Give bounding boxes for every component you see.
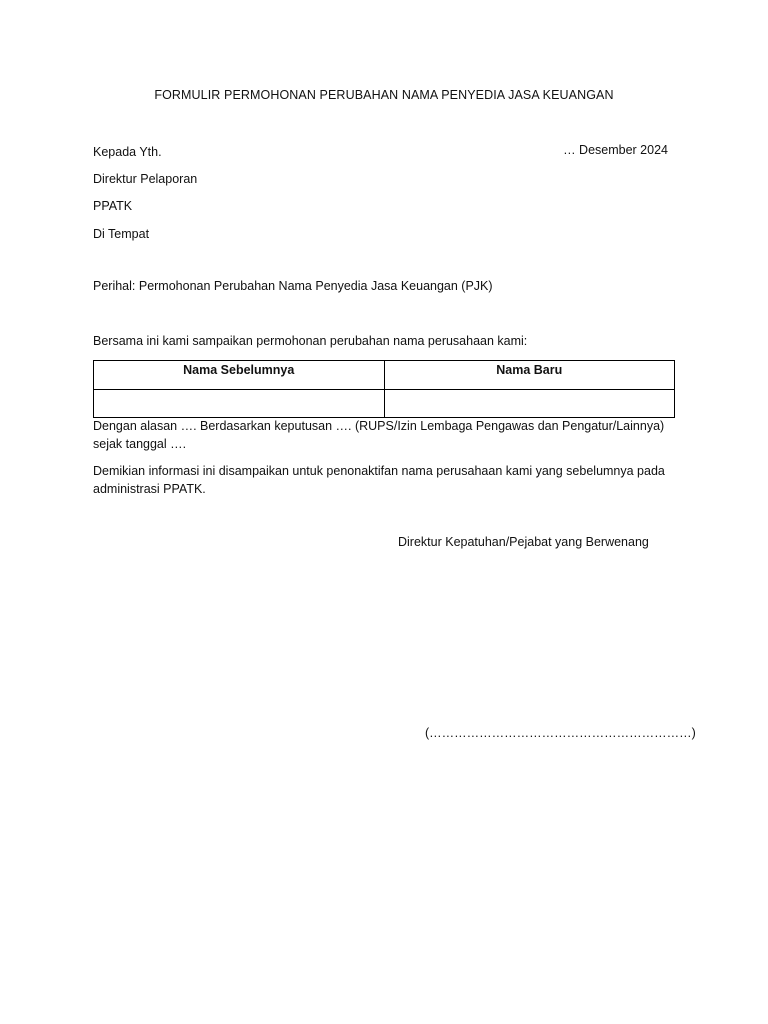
intro-paragraph: Bersama ini kami sampaikan permohonan perubahan nama perusahaan kami:	[93, 334, 528, 348]
signer-title: Direktur Kepatuhan/Pejabat yang Berwenang	[398, 535, 649, 549]
header-new-name: Nama Baru	[384, 361, 675, 390]
table-header-row	[94, 361, 675, 390]
name-change-table	[93, 360, 675, 418]
letter-date: … Desember 2024	[563, 143, 668, 157]
recipient-location: Di Tempat	[93, 227, 150, 241]
recipient-salutation: Kepada Yth.	[93, 145, 162, 159]
cell-new-name	[384, 390, 675, 418]
recipient-position: Direktur Pelaporan	[93, 172, 198, 186]
letter-subject: Perihal: Permohonan Perubahan Nama Penyedia Jasa Keuangan (PJK)	[93, 279, 493, 293]
reason-paragraph: Dengan alasan …. Berdasarkan keputusan …. (RUPS/Izin Lembaga Pengawas dan Pengatur/Lainnya) sejak tanggal ….	[93, 419, 665, 451]
document-title: FORMULIR PERMOHONAN PERUBAHAN NAMA PENYEDIA JASA KEUANGAN	[154, 88, 614, 102]
recipient-institution: PPATK	[93, 199, 133, 213]
signature-line: (………………………………………………………)	[425, 726, 696, 740]
closing-paragraph: Demikian informasi ini disampaikan untuk penonaktifan nama perusahaan kami yang sebelumnya pada administrasi PPATK.	[93, 464, 665, 496]
header-previous-name: Nama Sebelumnya	[94, 361, 385, 390]
cell-previous-name	[94, 390, 385, 418]
table-row	[94, 390, 675, 418]
